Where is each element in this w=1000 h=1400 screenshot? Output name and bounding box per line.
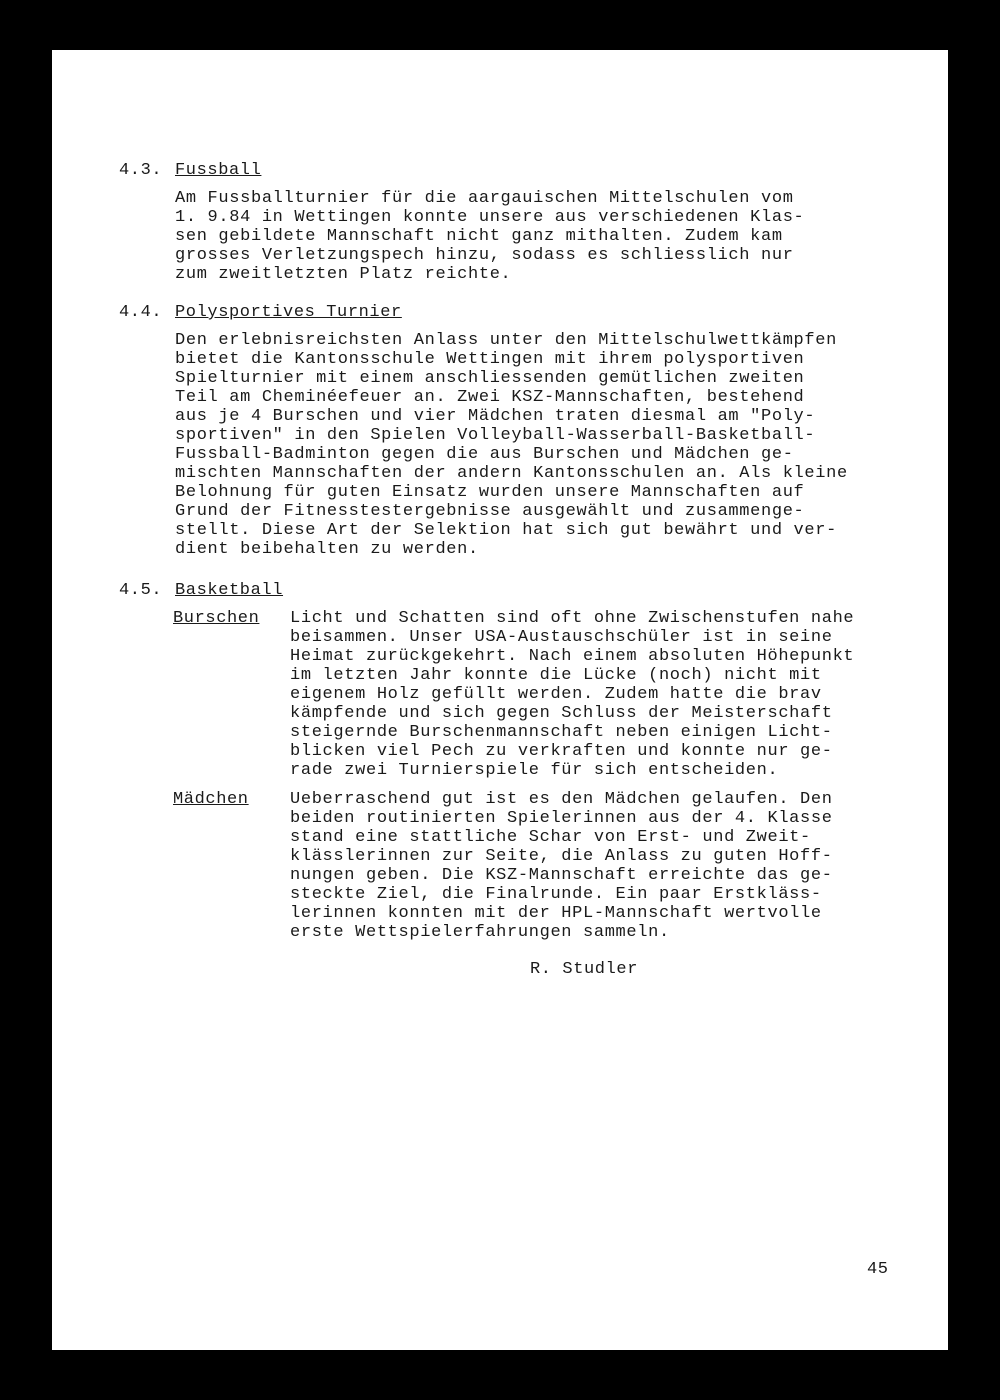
text-line: sen gebildete Mannschaft nicht ganz mithalten. Zudem kam xyxy=(175,227,783,246)
text-line: stand eine stattliche Schar von Erst- und Zweit- xyxy=(290,828,811,847)
text-line: dient beibehalten zu werden. xyxy=(175,540,479,559)
text-line: erste Wettspielerfahrungen sammeln. xyxy=(290,923,670,942)
section-number: 4.4. xyxy=(119,303,163,322)
text-line: stellt. Diese Art der Selektion hat sich gut bewährt und ver- xyxy=(175,521,837,540)
text-line: Am Fussballturnier für die aargauischen Mittelschulen vom xyxy=(175,189,794,208)
text-line: aus je 4 Burschen und vier Mädchen traten diesmal am "Poly- xyxy=(175,407,816,426)
text-line: Heimat zurückgekehrt. Nach einem absoluten Höhepunkt xyxy=(290,647,855,666)
text-line: bietet die Kantonsschule Wettingen mit ihrem polysportiven xyxy=(175,350,805,369)
section-title: Fussball xyxy=(175,161,262,180)
text-line: Teil am Cheminéefeuer an. Zwei KSZ-Mannschaften, bestehend xyxy=(175,388,805,407)
text-line: kämpfende und sich gegen Schluss der Meisterschaft xyxy=(290,704,833,723)
text-line: beiden routinierten Spielerinnen aus der 4. Klasse xyxy=(290,809,833,828)
text-line: Spielturnier mit einem anschliessenden gemütlichen zweiten xyxy=(175,369,805,388)
text-line: Grund der Fitnesstestergebnisse ausgewählt und zusammenge- xyxy=(175,502,805,521)
section-number: 4.5. xyxy=(119,581,163,600)
section-body xyxy=(175,331,848,559)
text-line: eigenem Holz gefüllt werden. Zudem hatte die brav xyxy=(290,685,822,704)
text-line: Ueberraschend gut ist es den Mädchen gelaufen. Den xyxy=(290,790,833,809)
text-line: nungen geben. Die KSZ-Mannschaft erreichte das ge- xyxy=(290,866,833,885)
text-line: Licht und Schatten sind oft ohne Zwischenstufen nahe xyxy=(290,609,855,628)
text-line: im letzten Jahr konnte die Lücke (noch) nicht mit xyxy=(290,666,822,685)
document-page xyxy=(52,50,948,1350)
text-line: klässlerinnen zur Seite, die Anlass zu guten Hoff- xyxy=(290,847,833,866)
section-title: Basketball xyxy=(175,581,284,600)
text-line: Belohnung für guten Einsatz wurden unsere Mannschaften auf xyxy=(175,483,805,502)
section-number: 4.3. xyxy=(119,161,163,180)
text-line: zum zweitletzten Platz reichte. xyxy=(175,265,512,284)
text-line: lerinnen konnten mit der HPL-Mannschaft wertvolle xyxy=(290,904,822,923)
text-line: rade zwei Turnierspiele für sich entscheiden. xyxy=(290,761,779,780)
text-line: steckte Ziel, die Finalrunde. Ein paar Erstkläss- xyxy=(290,885,822,904)
text-line: 1. 9.84 in Wettingen konnte unsere aus verschiedenen Klas- xyxy=(175,208,805,227)
text-line: steigernde Burschenmannschaft neben einigen Licht- xyxy=(290,723,833,742)
text-line: blicken viel Pech zu verkraften und konnte nur ge- xyxy=(290,742,833,761)
subsection-label-maedchen: Mädchen xyxy=(173,790,249,809)
section-title: Polysportives Turnier xyxy=(175,303,402,322)
text-line: mischten Mannschaften der andern Kantonsschulen an. Als kleine xyxy=(175,464,848,483)
subsection-label-burschen: Burschen xyxy=(173,609,260,628)
text-line: Den erlebnisreichsten Anlass unter den Mittelschulwettkämpfen xyxy=(175,331,837,350)
subsection-body-maedchen xyxy=(290,790,833,942)
text-line: grosses Verletzungspech hinzu, sodass es schliesslich nur xyxy=(175,246,794,265)
text-line: sportiven" in den Spielen Volleyball-Wasserball-Basketball- xyxy=(175,426,816,445)
text-line: beisammen. Unser USA-Austauschschüler ist in seine xyxy=(290,628,833,647)
text-line: Fussball-Badminton gegen die aus Burschen und Mädchen ge- xyxy=(175,445,794,464)
page-number: 45 xyxy=(867,1260,889,1279)
section-body xyxy=(175,189,804,284)
signature: R. Studler xyxy=(530,960,639,979)
subsection-body-burschen xyxy=(290,609,854,780)
